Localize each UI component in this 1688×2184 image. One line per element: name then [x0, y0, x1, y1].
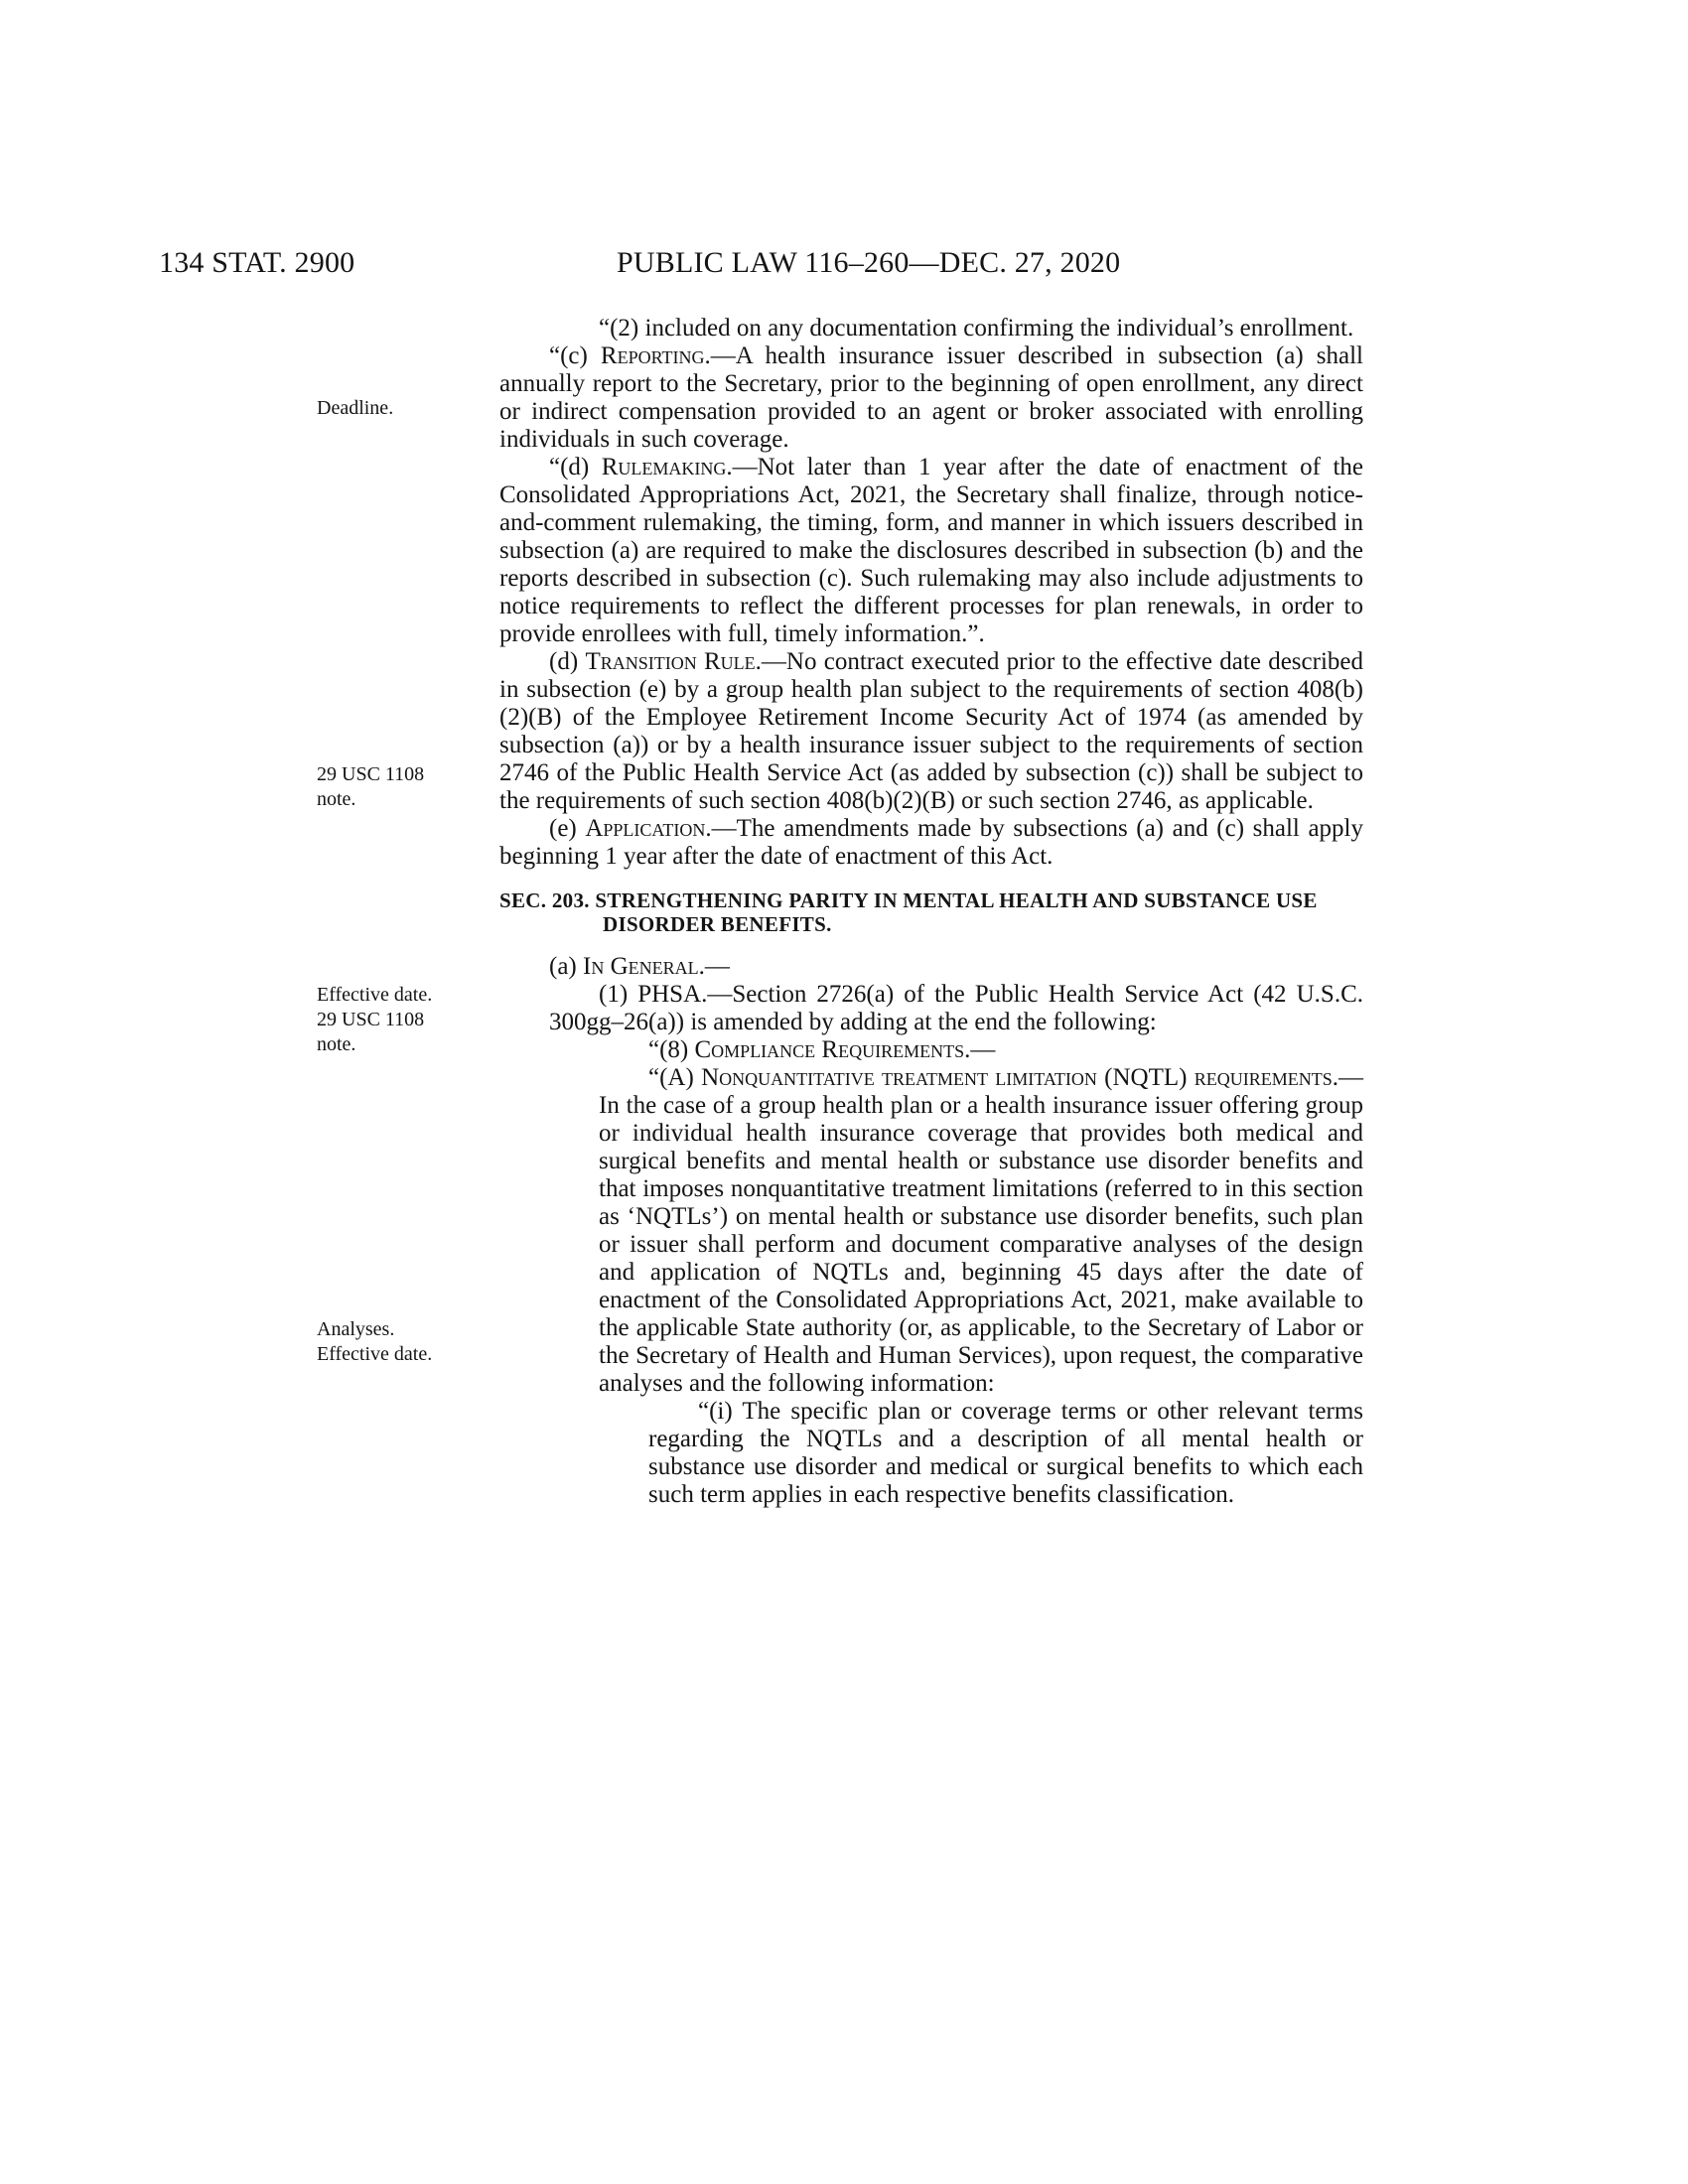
margin-note-text: Effective date.	[317, 1343, 433, 1365]
subsection-lead: (e)	[549, 815, 586, 842]
paragraph-2: “(2) included on any documentation confirming the individual’s enrollment.	[599, 315, 1354, 341]
margin-note-text: note.	[317, 1033, 356, 1055]
subsection-lead: (d)	[549, 648, 586, 675]
subsection-d-transition-rule	[499, 648, 1363, 815]
statute-body	[499, 315, 1363, 1509]
clause-i-plan-terms: “(i) The specific plan or coverage terms or other relevant terms regarding the NQTLs and a description of all mental health or substance use disorder and medical or surgical benefits to which each such term applies in each respective benefits classification.	[648, 1398, 1363, 1508]
subsection-text: .—Not later than 1 year after the date of enactment of the Consolidated Appropriations Act, 2021, the Secretary shall finalize, through notice-and-comment rulemaking, the timing, form, and manner in which issuers described in subsection (a) are required to make the disclosures described in subsection (b) and the reports described in subsection (c). Such rulemaking may also include adjustments to notice requirements to reflect the different processes for plan renewals, in order to provide enrollees with full, timely information.”.	[499, 454, 1363, 647]
subsection-a-in-general	[499, 953, 1363, 981]
subsection-text: .—A health insurance issuer described in subsection (a) shall annually report to the Secretary, prior to the beginning of open enrollment, any direct or indirect compensation provided to an agent or broker associated with enrolling individuals in such coverage.	[499, 342, 1363, 453]
paragraph-1-phsa: (1) PHSA.—Section 2726(a) of the Public Health Service Act (42 U.S.C. 300gg–26(a)) is amended by adding at the end the following:	[549, 981, 1363, 1035]
subsection-e-application	[499, 815, 1363, 871]
subsection-d-rulemaking	[499, 454, 1363, 648]
subparagraph-a-nqtl	[499, 1064, 1363, 1398]
margin-note-text: note.	[317, 788, 356, 810]
subsection-c-reporting	[499, 342, 1363, 454]
subsection-lead: (a)	[549, 953, 583, 980]
page-reference: 134 STAT. 2900	[159, 246, 355, 279]
subsection-lead: “(d)	[549, 454, 602, 480]
margin-note-text: 29 USC 1108	[317, 763, 425, 785]
subsection-text: .—The amendments made by subsections (a) and (c) shall apply beginning 1 year after the date of enactment of this Act.	[499, 815, 1363, 870]
subsection-text: .—No contract executed prior to the effective date described in subsection (e) by a group health plan subject to the requirements of section 408(b)(2)(B) of the Employee Retirement Income Security Act of 1974 (as amended by subsection (a)) or by a health insurance issuer subject to the requirements of section 2746 of the Public Health Service Act (as added by subsection (c)) shall be subject to the requirements of such section 408(b)(2)(B) or such section 2746, as applicable.	[499, 648, 1363, 814]
subparagraph-lead: “(A)	[648, 1064, 702, 1091]
margin-note-text: 29 USC 1108	[317, 1009, 425, 1030]
margin-note-effective-date	[317, 983, 432, 1057]
subsection-heading: In General	[583, 953, 699, 980]
margin-note-usc-1	[317, 762, 424, 812]
subsection-heading: Reporting	[600, 342, 705, 369]
paragraph-heading: Compliance Requirements	[694, 1036, 965, 1063]
paragraph-text: .—	[964, 1036, 996, 1063]
subparagraph-text: .—In the case of a group health plan or a health insurance issuer offering group or individual health insurance coverage that provides both medical and surgical benefits and mental health or substance use disorder benefits and that imposes nonquantitative treatment limitations (referred to in this section as ‘NQTLs’) on mental health or substance use disorder benefits, such plan or issuer shall perform and document comparative analyses of the design and application of NQTLs and, beginning 45 days after the date of enactment of the Consolidated Appropriations Act, 2021, make available to the applicable State authority (or, as applicable, to the Secretary of Labor or the Secretary of Health and Human Services), upon request, the comparative analyses and the following information:	[599, 1064, 1363, 1397]
subsection-lead: “(c)	[549, 342, 601, 369]
subsection-text: .—	[698, 953, 730, 980]
subsection-heading: Transition Rule	[585, 648, 756, 675]
subsection-heading: Rulemaking	[601, 454, 727, 480]
subparagraph-heading: Nonquantitative treatment limitation (NQTL) requirements	[701, 1064, 1333, 1091]
margin-note-text: Analyses.	[317, 1318, 395, 1340]
running-header-title: PUBLIC LAW 116–260—DEC. 27, 2020	[617, 246, 1121, 279]
paragraph-8-compliance	[499, 1036, 1363, 1064]
subsection-heading: Application	[585, 815, 706, 842]
paragraph-lead: “(8)	[648, 1036, 695, 1063]
margin-note-text: Effective date.	[317, 984, 433, 1006]
margin-note-deadline	[317, 396, 393, 421]
margin-note-text: Deadline.	[317, 397, 394, 419]
section-203-heading: SEC. 203. STRENGTHENING PARITY IN MENTAL HEALTH AND SUBSTANCE USE DISORDER BENEFITS.	[499, 888, 1318, 936]
margin-note-analyses	[317, 1317, 432, 1367]
